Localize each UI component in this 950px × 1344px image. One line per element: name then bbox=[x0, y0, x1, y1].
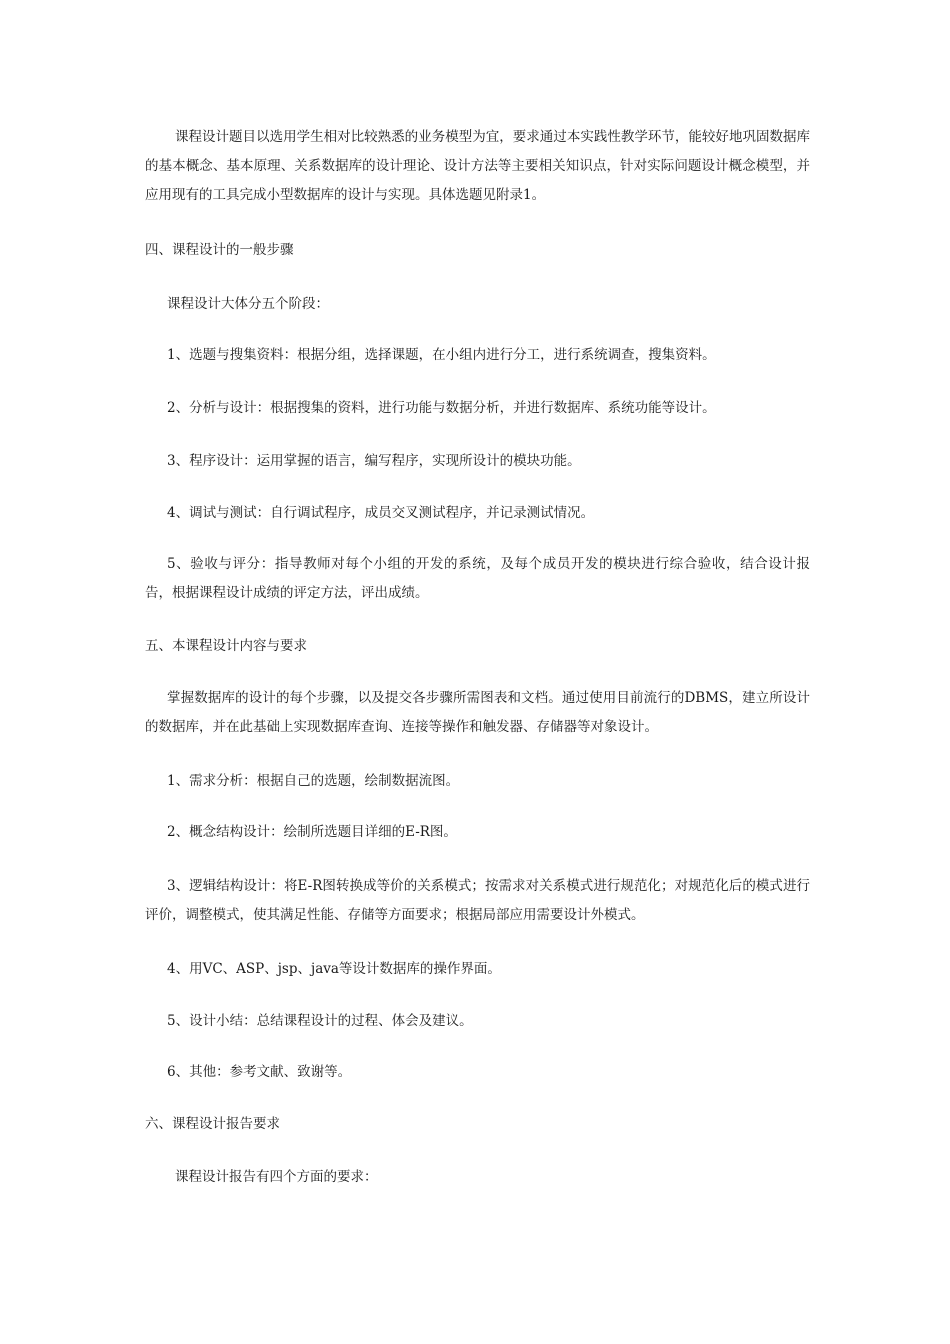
section-4-item-4: 4、调试与测试：自行调试程序，成员交叉测试程序，并记录测试情况。 bbox=[167, 505, 595, 521]
section-4-item-3: 3、程序设计：运用掌握的语言，编写程序，实现所设计的模块功能。 bbox=[167, 453, 581, 469]
section-4-heading: 四、课程设计的一般步骤 bbox=[145, 242, 294, 258]
section-6-heading: 六、课程设计报告要求 bbox=[145, 1116, 280, 1132]
section-5-lead: 掌握数据库的设计的每个步骤，以及提交各步骤所需图表和文档。通过使用目前流行的DBMS，建立所设计的数据库，并在此基础上实现数据库查询、连接等操作和触发器、存储器等对象设计。 bbox=[145, 690, 810, 735]
section-5-item-2: 2、概念结构设计：绘制所选题目详细的E-R图。 bbox=[167, 824, 457, 840]
section-5-item-3: 3、逻辑结构设计：将E-R图转换成等价的关系模式；按需求对关系模式进行规范化；对规范化后的模式进行评价，调整模式，使其满足性能、存储等方面要求；根据局部应用需要设计外模式。 bbox=[145, 878, 810, 923]
section-5-item-6: 6、其他：参考文献、致谢等。 bbox=[167, 1064, 352, 1080]
section-4-lead: 课程设计大体分五个阶段： bbox=[167, 296, 329, 312]
section-6-lead: 课程设计报告有四个方面的要求： bbox=[175, 1169, 378, 1185]
section-5-item-4: 4、用VC、ASP、jsp、java等设计数据库的操作界面。 bbox=[167, 961, 501, 977]
section-5-item-1: 1、需求分析：根据自己的选题，绘制数据流图。 bbox=[167, 773, 460, 789]
section-4-item-5: 5、验收与评分：指导教师对每个小组的开发的系统，及每个成员开发的模块进行综合验收，结合设计报告，根据课程设计成绩的评定方法，评出成绩。 bbox=[145, 556, 810, 601]
intro-paragraph: 课程设计题目以选用学生相对比较熟悉的业务模型为宜，要求通过本实践性教学环节，能较好地巩固数据库的基本概念、基本原理、关系数据库的设计理论、设计方法等主要相关知识点，针对实际问题设计概念模型，并应用现有的工具完成小型数据库的设计与实现。具体选题见附录1。 bbox=[145, 129, 810, 203]
section-5-heading: 五、本课程设计内容与要求 bbox=[145, 638, 307, 654]
section-4-item-2: 2、分析与设计：根据搜集的资料，进行功能与数据分析，并进行数据库、系统功能等设计。 bbox=[167, 400, 716, 416]
section-5-item-5: 5、设计小结：总结课程设计的过程、体会及建议。 bbox=[167, 1013, 473, 1029]
section-4-item-1: 1、选题与搜集资料：根据分组，选择课题，在小组内进行分工，进行系统调查，搜集资料。 bbox=[167, 347, 716, 363]
